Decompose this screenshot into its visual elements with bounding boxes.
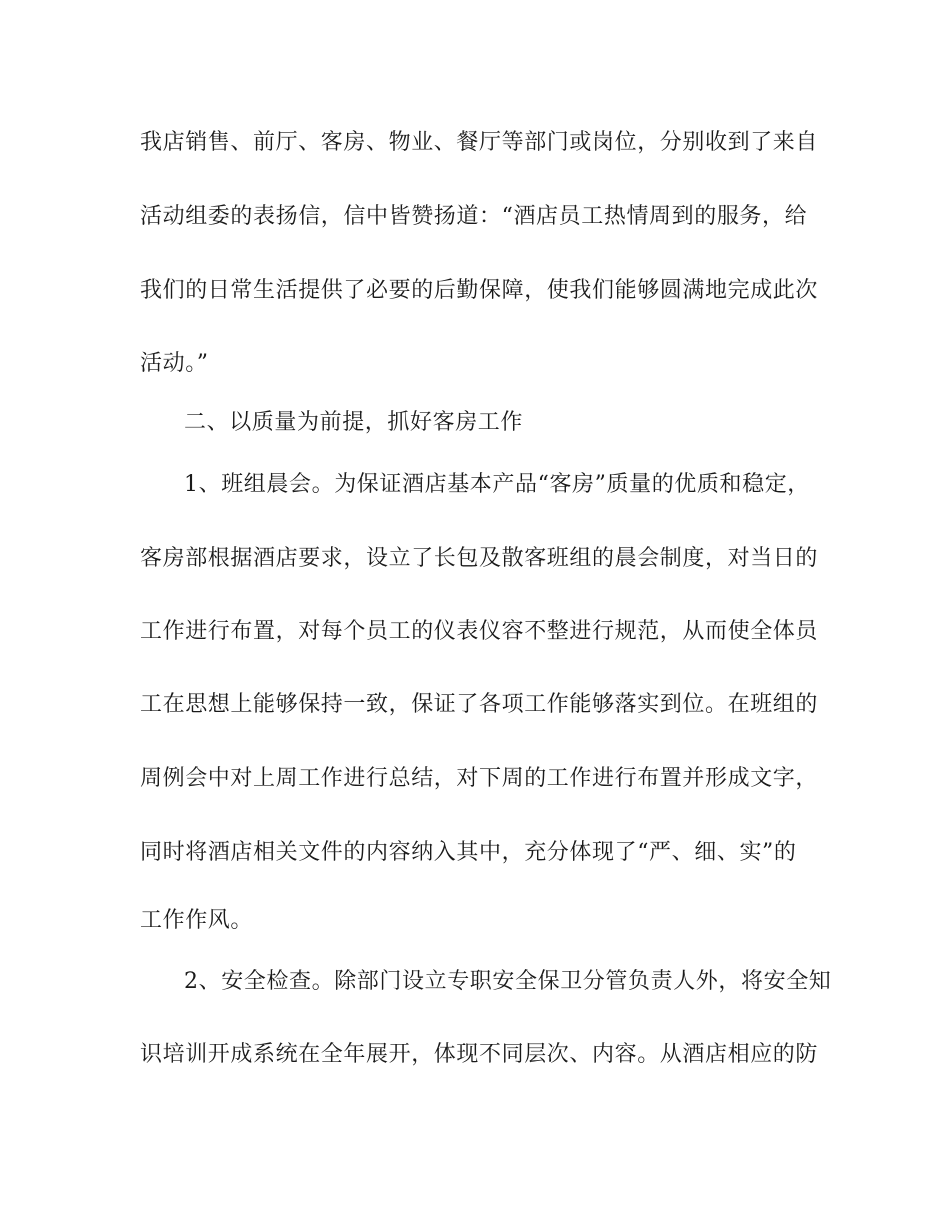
paragraph-line: 工作作风。	[140, 908, 254, 933]
paragraph-line: 我店销售、前厅、客房、物业、餐厅等部门或岗位，分别收到了来自	[140, 130, 819, 155]
paragraph-line: 工作进行布置，对每个员工的仪表仪容不整进行规范，从而使全体员	[140, 619, 819, 644]
paragraph-line: 1、班组晨会。为保证酒店基本产品“客房”质量的优质和稳定，	[184, 472, 810, 497]
paragraph-line: 工在思想上能够保持一致，保证了各项工作能够落实到位。在班组的	[140, 692, 819, 717]
paragraph-line: 同时将酒店相关文件的内容纳入其中，充分体现了“严、细、实”的	[140, 840, 797, 865]
paragraph-line: 2、安全检查。除部门设立专职安全保卫分管负责人外，将安全知	[184, 969, 832, 994]
paragraph-line: 客房部根据酒店要求，设立了长包及散客班组的晨会制度，对当日的	[140, 546, 819, 571]
paragraph-line: 活动。”	[140, 351, 209, 376]
paragraph-line: 活动组委的表扬信，信中皆赞扬道：“酒店员工热情周到的服务，给	[140, 204, 808, 229]
section-heading: 二、以质量为前提，抓好客房工作	[184, 410, 524, 435]
paragraph-line: 识培训开成系统在全年展开，体现不同层次、内容。从酒店相应的防	[140, 1042, 819, 1067]
paragraph-line: 周例会中对上周工作进行总结，对下周的工作进行布置并形成文字，	[140, 766, 819, 791]
paragraph-line: 我们的日常生活提供了必要的后勤保障，使我们能够圆满地完成此次	[140, 278, 819, 303]
